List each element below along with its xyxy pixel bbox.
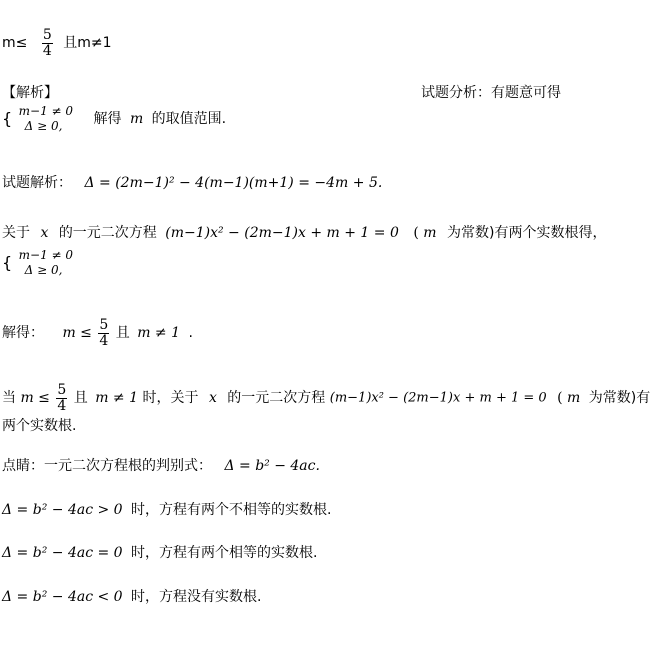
solve-line xyxy=(2,176,382,190)
conclusion-line xyxy=(2,383,650,413)
conclusion-den: 4 xyxy=(57,397,67,414)
conclusion-var-x: x xyxy=(208,390,217,407)
analysis-label: 【解析】 xyxy=(2,85,58,101)
result-line xyxy=(2,318,193,348)
answer-suffix: 且m≠1 xyxy=(63,35,112,52)
conclusion-mid: 且 xyxy=(73,390,88,407)
remark-label: 点睛：一元二次方程根的判别式： xyxy=(2,458,212,474)
result-rhs: m ≠ 1 xyxy=(137,325,181,342)
discriminant-expression: Δ = (2m−1)² − 4(m−1)(m+1) = −4m + 5. xyxy=(84,175,383,191)
system2-line-2: Δ ≥ 0, xyxy=(24,263,63,277)
solve-var: m xyxy=(129,111,144,127)
case-zero xyxy=(2,546,318,560)
conclusion-fraction xyxy=(56,383,67,413)
given-var-x: x xyxy=(40,225,49,241)
solve-text: 解得 xyxy=(93,111,122,127)
analysis-hint: 试题分析：有题意可得 xyxy=(421,85,561,101)
fraction-numerator: 5 xyxy=(42,27,52,43)
conclusion-text-2: 时，关于 xyxy=(142,390,199,407)
result-mid: 且 xyxy=(115,325,130,342)
conclusion-paren: ( xyxy=(557,390,563,407)
case-negative xyxy=(2,590,262,604)
given-paren: ( xyxy=(413,225,419,241)
answer-prefix: m≤ xyxy=(2,35,28,52)
system-line-1: m−1 ≠ 0 xyxy=(18,104,74,118)
result-fraction xyxy=(98,318,109,348)
system2-line-1: m−1 ≠ 0 xyxy=(18,248,74,262)
given-equation: (m−1)x² − (2m−1)x + m + 1 = 0 xyxy=(165,225,399,241)
case-text: 时，方程有两个相等的实数根. xyxy=(131,545,318,561)
conclusion-rhs: m ≠ 1 xyxy=(95,390,139,407)
conclusion-num: 5 xyxy=(57,382,67,398)
system-line-2: Δ ≥ 0, xyxy=(24,119,63,133)
case-formula: Δ = b² − 4ac > 0 xyxy=(2,502,123,518)
given-var-m: m xyxy=(423,225,437,241)
conclusion-line-2: 两个实数根. xyxy=(2,418,77,434)
solve-tail: 的取值范围. xyxy=(151,111,227,127)
conclusion-var-m: m xyxy=(567,390,581,407)
system-2: { m−1 ≠ 0 Δ ≥ 0, xyxy=(2,248,74,277)
remark-line xyxy=(2,459,320,473)
conclusion-lhs: m ≤ xyxy=(20,390,50,407)
remark-formula: Δ = b² − 4ac. xyxy=(224,458,320,474)
result-den: 4 xyxy=(99,332,109,349)
case-text: 时，方程没有实数根. xyxy=(131,589,262,605)
fraction-denominator: 4 xyxy=(42,42,52,59)
analysis-system: { m−1 ≠ 0 Δ ≥ 0, 解得 m 的取值范围. xyxy=(2,104,227,133)
answer-fraction xyxy=(42,28,53,58)
result-label: 解得： xyxy=(2,325,44,342)
result-num: 5 xyxy=(99,317,109,333)
result-end: . xyxy=(188,325,193,342)
conclusion-text-3: 的一元二次方程 xyxy=(227,390,326,407)
case-formula: Δ = b² − 4ac < 0 xyxy=(2,589,123,605)
conclusion-equation: (m−1)x² − (2m−1)x + m + 1 = 0 xyxy=(329,390,547,406)
answer-line xyxy=(2,28,111,58)
result-lhs: m ≤ xyxy=(62,325,92,342)
given-text-1: 关于 xyxy=(2,225,30,241)
conclusion-text-1: 当 xyxy=(2,390,16,407)
conclusion-text-4: 为常数)有 xyxy=(588,390,650,407)
case-formula: Δ = b² − 4ac = 0 xyxy=(2,545,123,561)
case-positive xyxy=(2,503,332,517)
case-text: 时，方程有两个不相等的实数根. xyxy=(131,502,332,518)
given-text-2: 的一元二次方程 xyxy=(58,225,157,241)
solve-label: 试题解析： xyxy=(2,175,72,191)
given-text-3: 为常数)有两个实数根得， xyxy=(446,225,607,241)
given-line xyxy=(2,226,606,240)
